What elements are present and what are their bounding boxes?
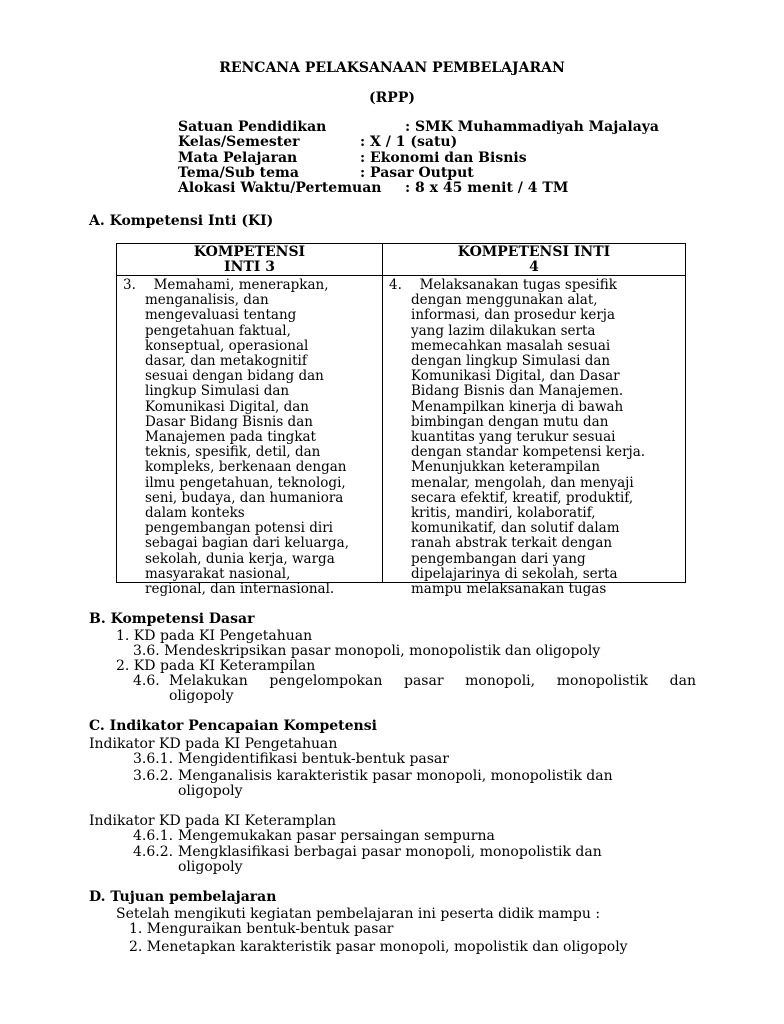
indicator-number: 3.6.2. xyxy=(133,768,174,784)
mapel-label: Mata Pelajaran xyxy=(178,150,298,166)
kd2-word: pengelompokan xyxy=(269,673,383,689)
satuan-value: : SMK Muhammadiyah Majalaya xyxy=(405,119,659,135)
document-subtitle: (RPP) xyxy=(369,90,415,106)
mapel-value: : Ekonomi dan Bisnis xyxy=(360,150,527,166)
kd2-word: monopolistik xyxy=(556,673,649,689)
kd2-word: pasar xyxy=(403,673,444,689)
indicator-text: Mengemukakan pasar persaingan sempurna xyxy=(178,828,495,844)
ki3-header-line2: INTI 3 xyxy=(224,259,275,275)
kd2-word: Melakukan xyxy=(169,673,248,689)
indicator-text: Mengklasifikasi berbagai pasar monopoli, monopolistik dan xyxy=(178,844,602,860)
alokasi-label: Alokasi Waktu/Pertemuan xyxy=(178,180,382,196)
section-b-heading: B. Kompetensi Dasar xyxy=(89,611,255,627)
section-a-heading: A. Kompetensi Inti (KI) xyxy=(89,213,274,229)
indicator-number: 3.6.1. xyxy=(133,751,174,767)
kd2-word: dan xyxy=(669,673,696,689)
document-title: RENCANA PELAKSANAAN PEMBELAJARAN xyxy=(219,60,565,76)
kompetensi-inti-table xyxy=(116,243,686,598)
tema-label: Tema/Sub tema xyxy=(178,165,299,181)
indicator-number: 4.6.2. xyxy=(133,844,174,860)
ki4-header-line1: KOMPETENSI INTI xyxy=(457,244,611,260)
objective-item: 1. Menguraikan bentuk-bentuk pasar xyxy=(129,921,394,937)
satuan-label: Satuan Pendidikan xyxy=(178,119,327,135)
ki3-cell xyxy=(117,276,383,598)
section-d-heading: D. Tujuan pembelajaran xyxy=(89,889,277,905)
indicator-continuation: oligopoly xyxy=(178,783,243,799)
ki3-header-line1: KOMPETENSI xyxy=(193,244,306,260)
alokasi-value: : 8 x 45 menit / 4 TM xyxy=(405,180,569,196)
objective-intro: Setelah mengikuti kegiatan pembelajaran ini peserta didik mampu : xyxy=(116,906,601,922)
ki3-number: 3. xyxy=(123,277,136,293)
ki4-text: Melaksanakan tugas spesifik dengan menggunakan alat, informasi, dan prosedur kerja yang lazim dilakukan serta memecahkan masalah sesuai dengan lingkup Simulasi dan Komunikasi Digital, dan Dasar Bidang Bisnis dan Manajemen. Menampilkan kinerja di bawah bimbingan dengan mutu dan kuantitas yang terukur sesuai dengan standar kompetensi kerja. Menunjukkan keterampilan menalar, mengolah, dan menyaji secara efektif, kreatif, produktif, kritis, mandiri, kolaboratif, komunikatif, dan solutif dalam ranah abstrak terkait dengan pengembangan dari yang dipelajarinya di sekolah, serta mampu melaksanakan tugas xyxy=(411,277,646,598)
indicator-continuation: oligopoly xyxy=(178,859,243,875)
kd2-item-justified xyxy=(169,673,696,689)
indicator-knowledge-subheading: Indikator KD pada KI Pengetahuan xyxy=(89,736,338,752)
kd2-line: 2. KD pada KI Keterampilan xyxy=(116,658,316,674)
ki4-number: 4. xyxy=(389,277,402,293)
indicator-text: Menganalisis karakteristik pasar monopoli, monopolistik dan xyxy=(178,768,613,784)
indicator-skill-subheading: Indikator KD pada KI Keteramplan xyxy=(89,813,337,829)
indicator-number: 4.6.1. xyxy=(133,828,174,844)
kd2-item-continuation: oligopoly xyxy=(169,688,234,704)
kelas-value: : X / 1 (satu) xyxy=(360,134,458,150)
kd1-line: 1. KD pada KI Pengetahuan xyxy=(116,628,313,644)
ki4-header-line2: 4 xyxy=(529,259,539,275)
ki3-text: Memahami, menerapkan, menganalisis, dan mengevaluasi tentang pengetahuan faktual, konseptual, operasional dasar, dan metakognitif sesuai dengan bidang dan lingkup Simulasi dan Komunikasi Digital, dan Dasar Bidang Bisnis dan Manajemen pada tingkat teknis, spesifik, detil, dan kompleks, berkenaan dengan ilmu pengetahuan, teknologi, seni, budaya, dan humaniora dalam konteks pengembangan potensi diri sebagai bagian dari keluarga, sekolah, dunia kerja, warga masyarakat nasional, regional, dan internasional. xyxy=(145,277,350,598)
kd2-word: monopoli, xyxy=(465,673,536,689)
ki4-cell xyxy=(383,276,686,598)
kelas-label: Kelas/Semester xyxy=(178,134,300,150)
kd1-item: 3.6. Mendeskripsikan pasar monopoli, monopolistik dan oligopoly xyxy=(133,643,601,659)
section-c-heading: C. Indikator Pencapaian Kompetensi xyxy=(89,718,377,734)
kd2-item-number: 4.6. xyxy=(133,673,160,689)
indicator-text: Mengidentifikasi bentuk-bentuk pasar xyxy=(178,751,449,767)
ki3-header xyxy=(117,244,383,276)
tema-value: : Pasar Output xyxy=(360,165,474,181)
objective-item: 2. Menetapkan karakteristik pasar monopoli, mopolistik dan oligopoly xyxy=(129,939,628,955)
ki4-header xyxy=(383,244,686,276)
